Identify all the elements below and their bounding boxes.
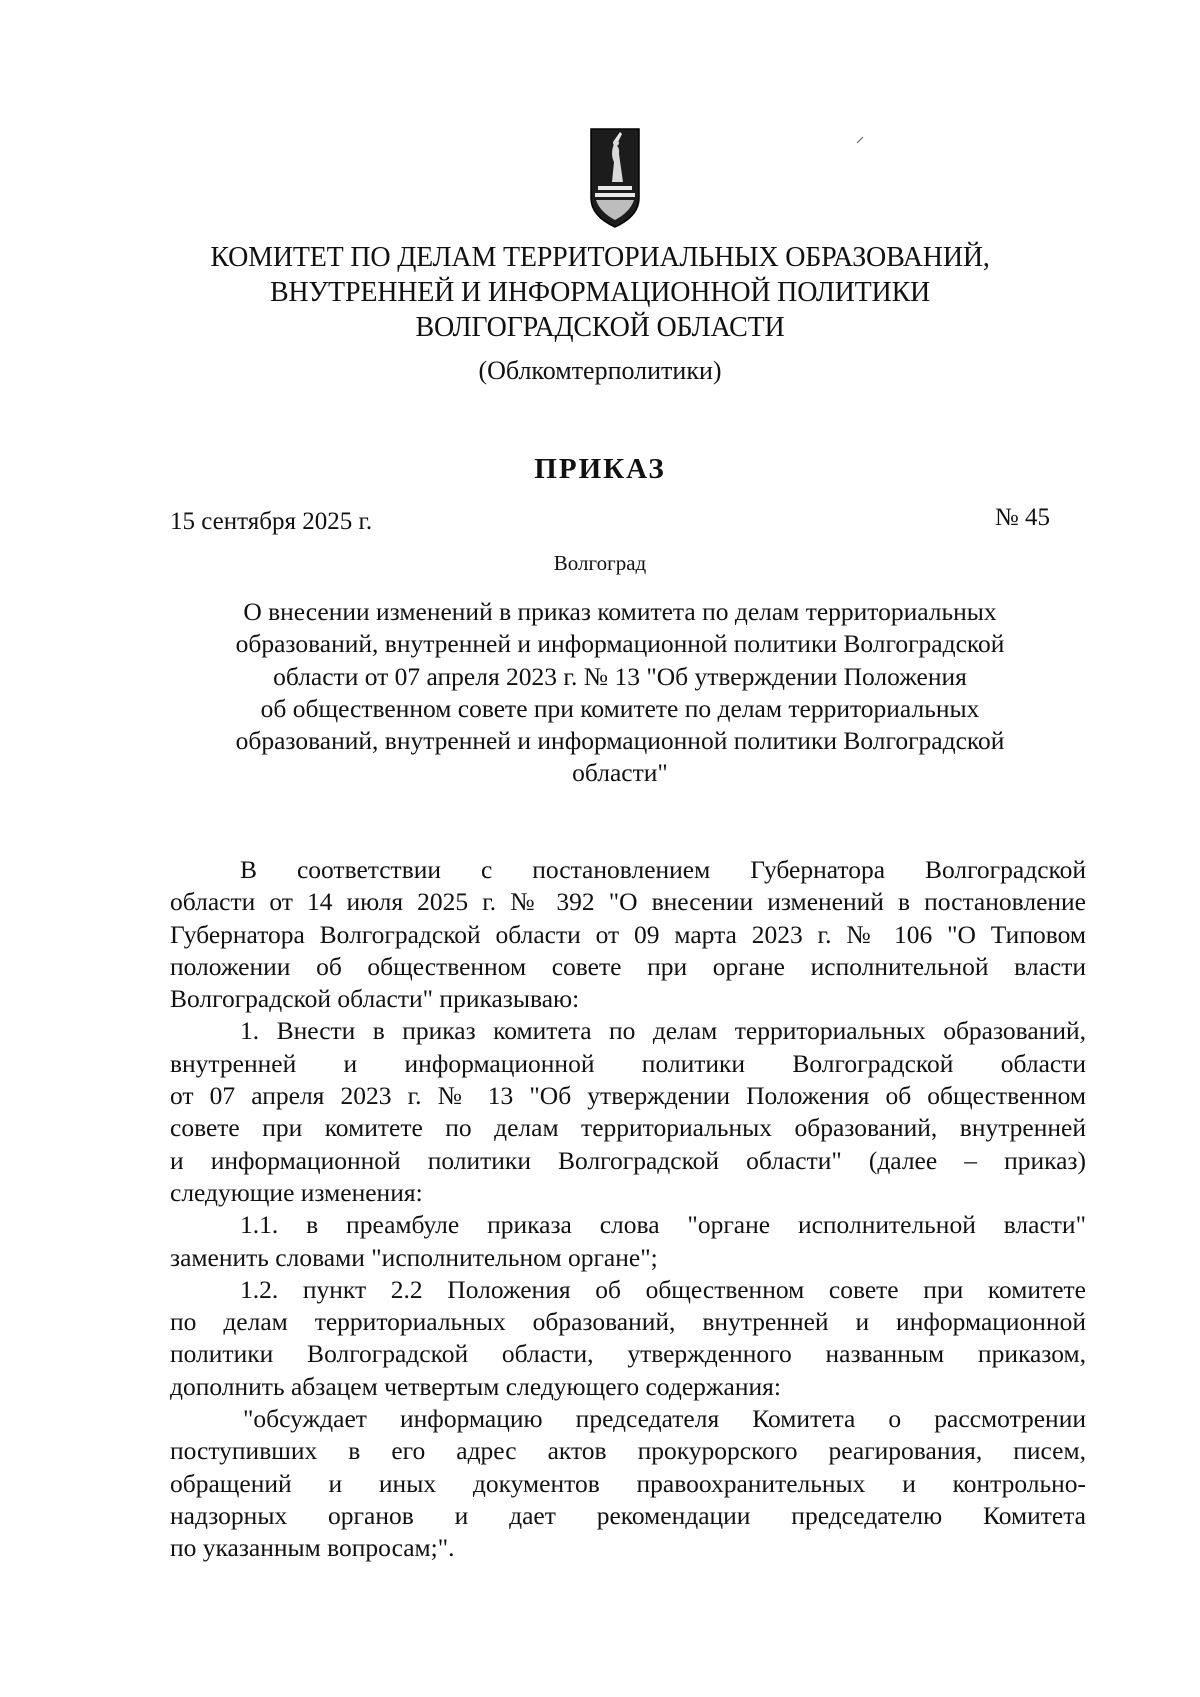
body-line: Волгоградской области" приказываю: xyxy=(170,984,580,1014)
body-line: от 07 апреля 2023 г. № 13 "Об утверждении Положения об общественном xyxy=(170,1081,1086,1111)
subject-line: образований, внутренней и информационной политики Волгоградской xyxy=(235,726,1005,756)
volgograd-coat-of-arms-icon xyxy=(590,128,640,228)
subject-line: области от 07 апреля 2023 г. № 13 "Об утверждении Положения xyxy=(273,661,967,691)
body-line: внутренней и информационной политики Волгоградской области xyxy=(170,1048,1086,1078)
body-line: поступивших в его адрес актов прокурорского реагирования, писем, xyxy=(170,1436,1086,1466)
subject-line: области" xyxy=(572,758,668,788)
body-line: и информационной политики Волгоградской области" (далее – приказ) xyxy=(170,1145,1086,1175)
body-line: следующие изменения: xyxy=(170,1177,423,1207)
subject-line: об общественном совете при комитете по делам территориальных xyxy=(260,693,980,723)
body-line: Губернатора Волгоградской области от 09 марта 2023 г. № 106 "О Типовом xyxy=(170,919,1086,949)
body-line: "обсуждает информацию председателя Комитета о рассмотрении xyxy=(243,1404,1086,1434)
organization-abbreviation: (Облкомтерполитики) xyxy=(478,356,722,385)
body-line: 1.2. пункт 2.2 Положения об общественном совете при комитете xyxy=(240,1274,1086,1304)
organization-name-line: ВНУТРЕННЕЙ И ИНФОРМАЦИОННОЙ ПОЛИТИКИ xyxy=(269,277,931,308)
document-subject xyxy=(180,596,1060,790)
document-number: № 45 xyxy=(994,504,1050,531)
body-line: В соответствии с постановлением Губернатора Волгоградской xyxy=(240,855,1086,884)
organization-name xyxy=(100,240,1100,345)
subject-line: образований, внутренней и информационной политики Волгоградской xyxy=(235,629,1005,659)
body-line: заменить словами "исполнительном органе"; xyxy=(170,1242,658,1272)
document-date: 15 сентября 2025 г. xyxy=(170,508,373,535)
organization-name-line: ВОЛГОГРАДСКОЙ ОБЛАСТИ xyxy=(415,312,785,343)
organization-name-line: КОМИТЕТ ПО ДЕЛАМ ТЕРРИТОРИАЛЬНЫХ ОБРАЗОВАНИЙ, xyxy=(210,242,990,273)
body-line: совете при комитете по делам территориальных образований, внутренней xyxy=(170,1113,1086,1143)
body-line: 1. Внести в приказ комитета по делам территориальных образований, xyxy=(240,1016,1086,1046)
body-line: положении об общественном совете при органе исполнительной власти xyxy=(170,951,1086,981)
stray-pen-mark xyxy=(855,135,865,145)
body-line: по указанным вопросам;". xyxy=(170,1533,455,1563)
body-line: 1.1. в преамбуле приказа слова "органе исполнительной власти" xyxy=(240,1210,1086,1240)
body-line: по делам территориальных образований, внутренней и информационной xyxy=(170,1307,1086,1337)
body-line: дополнить абзацем четвертым следующего содержания: xyxy=(170,1371,781,1401)
body-line: надзорных органов и дает рекомендации председателю Комитета xyxy=(170,1500,1086,1530)
body-line: области от 14 июля 2025 г. № 392 "О внесении изменений в постановление xyxy=(170,887,1086,917)
document-body xyxy=(170,854,1086,1565)
body-line: политики Волгоградской области, утвержденного названным приказом, xyxy=(170,1339,1086,1369)
body-line: обращений и иных документов правоохранительных и контрольно- xyxy=(170,1468,1086,1498)
document-city: Волгоград xyxy=(553,551,647,575)
subject-line: О внесении изменений в приказ комитета по делам территориальных xyxy=(243,597,997,626)
document-title: ПРИКАЗ xyxy=(534,453,666,485)
